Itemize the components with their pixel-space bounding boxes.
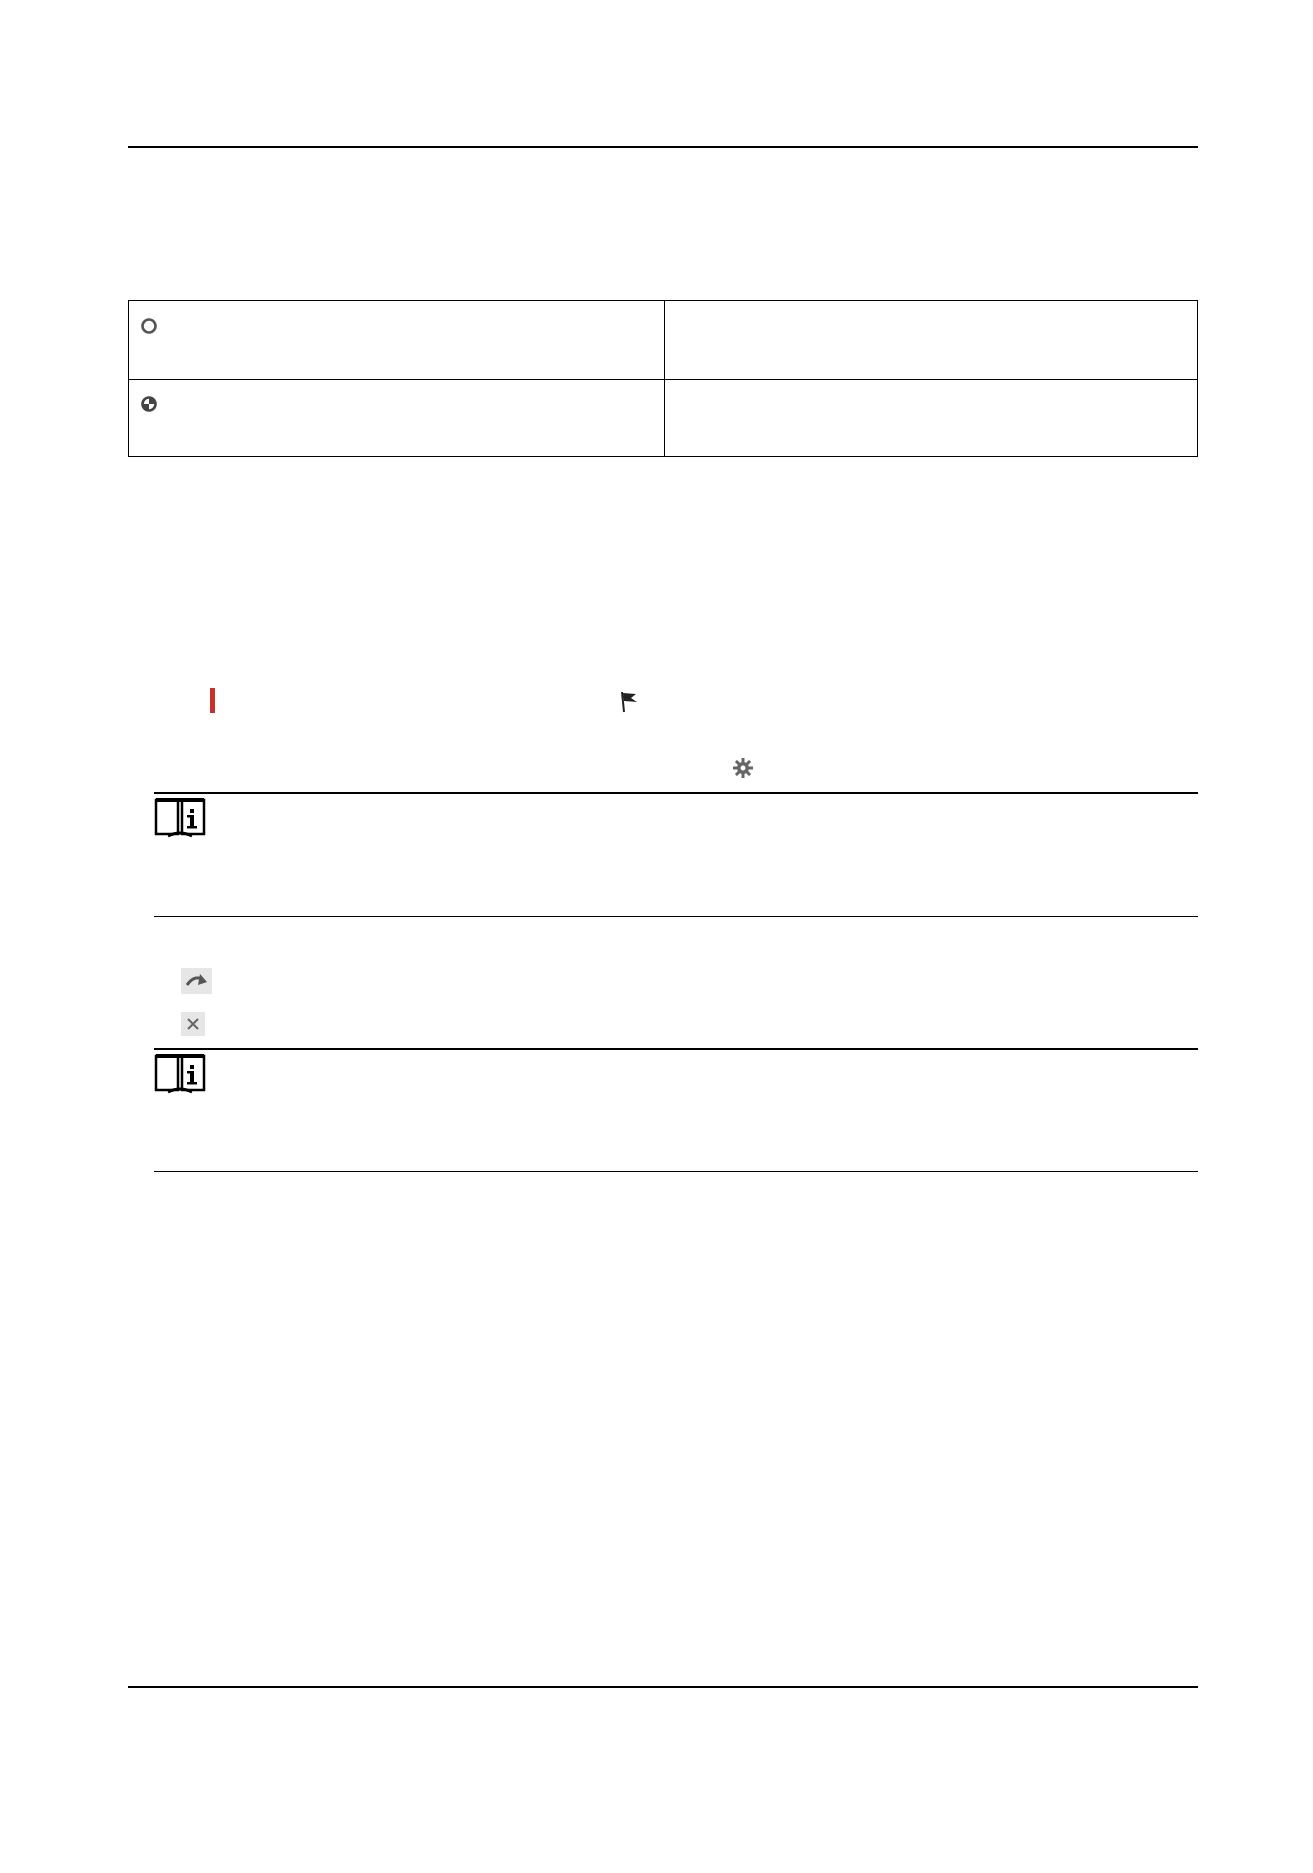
gear-icon[interactable] xyxy=(732,757,754,779)
note-top-rule xyxy=(154,792,1198,794)
note-book-info-icon xyxy=(154,1052,206,1094)
footer-rule xyxy=(128,1686,1198,1688)
forward-arrow-icon xyxy=(184,971,210,991)
forward-button[interactable] xyxy=(181,968,212,994)
status-table xyxy=(128,300,1198,457)
note-top-rule xyxy=(154,1048,1198,1050)
close-button[interactable] xyxy=(181,1012,205,1036)
close-icon xyxy=(185,1016,201,1032)
header-rule xyxy=(128,146,1198,148)
circle-half-filled-icon xyxy=(140,395,158,413)
note-bottom-rule xyxy=(154,916,1198,917)
note-book-info-icon xyxy=(154,796,206,838)
red-marker-bar-icon xyxy=(210,688,215,713)
flag-icon[interactable] xyxy=(618,690,640,714)
circle-outline-icon xyxy=(140,317,158,335)
table-row-divider xyxy=(129,379,1197,380)
note-bottom-rule xyxy=(154,1171,1198,1172)
